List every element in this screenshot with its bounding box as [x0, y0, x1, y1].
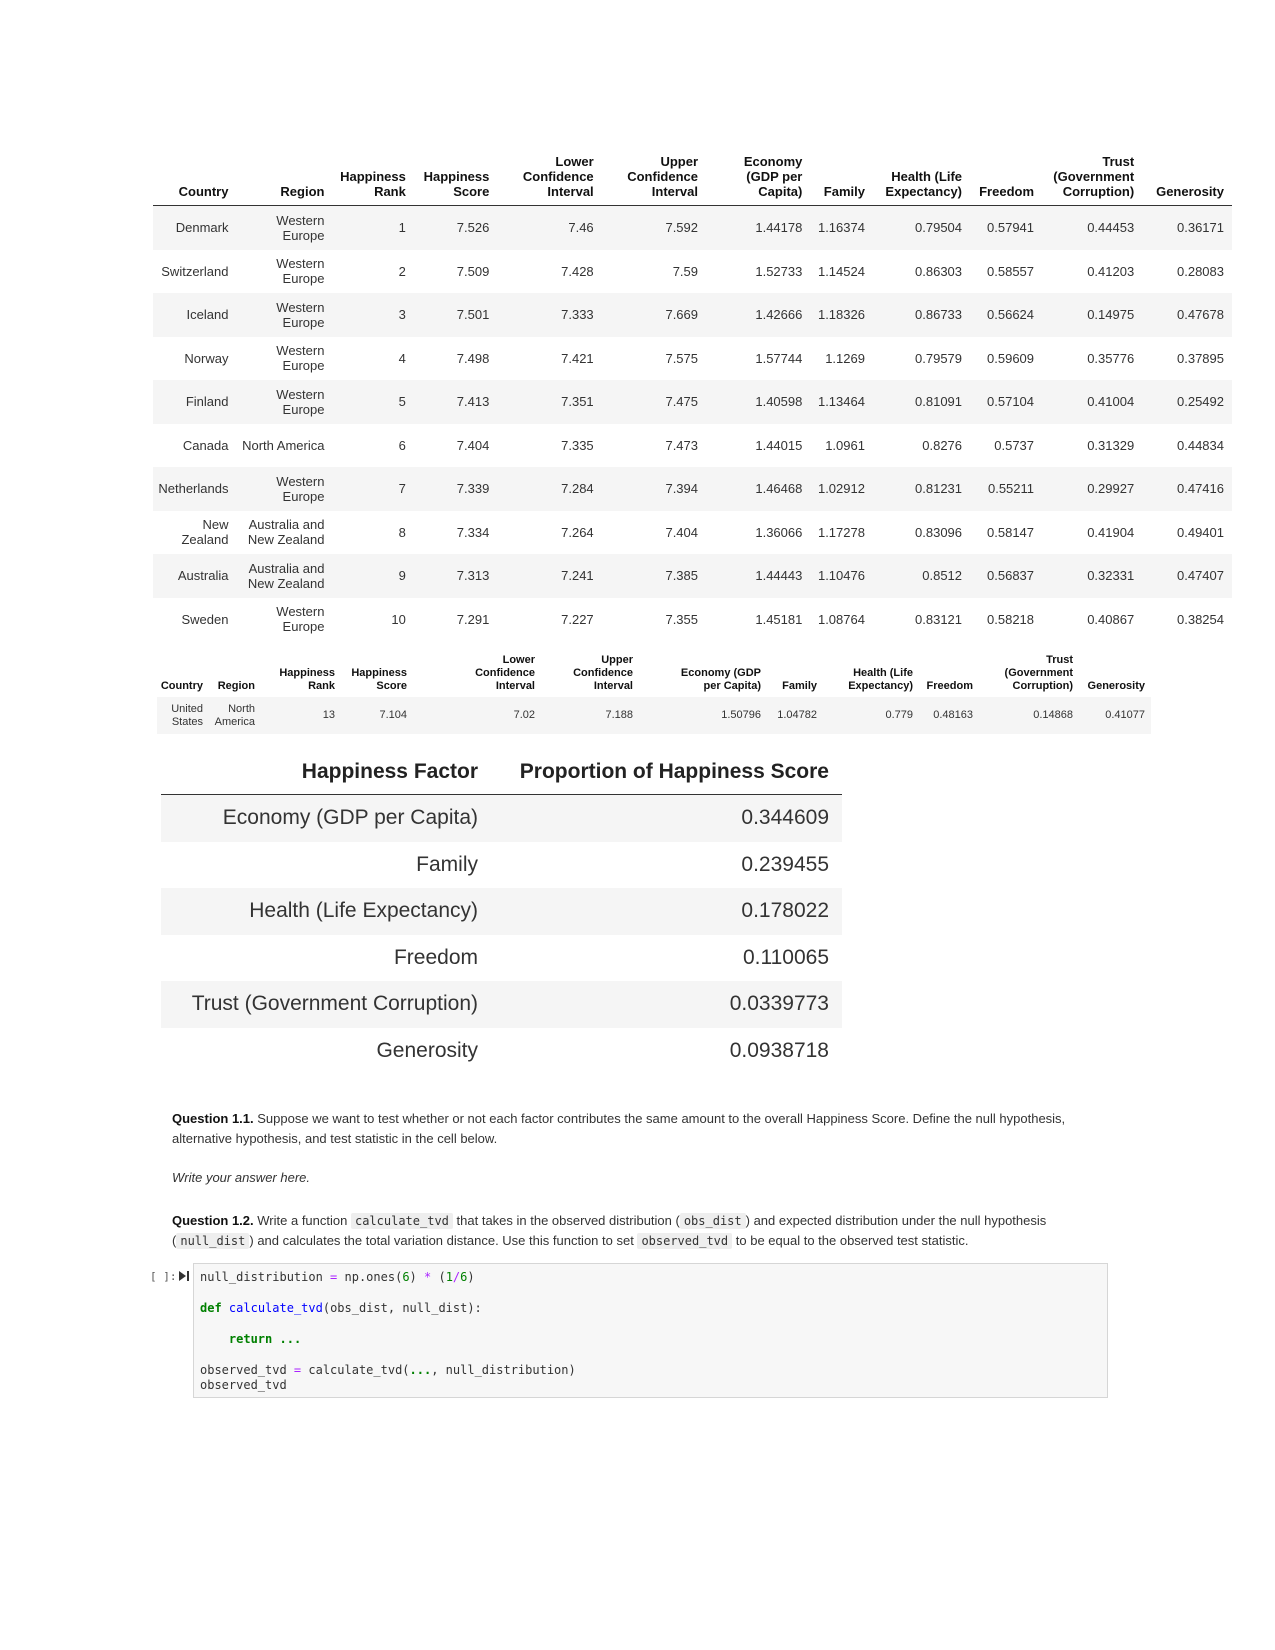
column-header-line: Lower — [502, 654, 535, 666]
table-cell: 7.339 — [414, 467, 497, 511]
table-cell: Western Europe — [276, 256, 325, 287]
column-header-line: Interval — [651, 184, 699, 199]
table-cell: 0.14868 — [979, 697, 1079, 734]
table-cell: 0.59609 — [987, 350, 1035, 366]
table-cell: 7.284 — [497, 467, 601, 511]
table-cell: 1.42666 — [706, 293, 810, 337]
column-header-line: Region — [280, 184, 325, 199]
column-header — [602, 148, 706, 206]
table-cell: 0.79579 — [915, 350, 963, 366]
table-row — [153, 293, 1232, 337]
column-header — [413, 649, 541, 697]
table-cell: 0.32331 — [1042, 554, 1142, 598]
table-cell: Western Europe — [236, 467, 332, 511]
column-header-line: Economy — [743, 154, 803, 169]
column-header — [541, 649, 639, 697]
code-cell-editor[interactable] — [193, 1263, 1108, 1398]
column-header-line: Happiness — [279, 667, 335, 679]
column-header-line: Happiness — [423, 169, 490, 184]
cell-prompt: [ ]: — [150, 1270, 177, 1283]
column-header-line: Expectancy) — [885, 184, 963, 199]
question-text: that takes in the observed distribution ( — [456, 1213, 680, 1228]
column-header — [153, 148, 236, 206]
table-cell: 8 — [398, 524, 406, 540]
column-header-line: (Government — [1053, 169, 1135, 184]
question-1-2 — [172, 1211, 1092, 1251]
table-cell: Economy (GDP per Capita) — [161, 795, 491, 842]
table-row — [153, 206, 1232, 250]
column-header-line: Economy (GDP — [680, 667, 761, 679]
table-cell: 4 — [398, 350, 406, 366]
column-header-line: Capita) — [758, 184, 803, 199]
column-header — [497, 148, 601, 206]
table-cell: 7.498 — [456, 350, 490, 366]
table-cell: 0.44834 — [1177, 437, 1224, 453]
table-cell: 0.8276 — [922, 437, 963, 453]
column-header-line: per Capita) — [703, 680, 761, 692]
table-cell: 7.413 — [414, 380, 497, 424]
table-cell: 0.38254 — [1177, 611, 1224, 627]
table-cell: Netherlands — [153, 467, 236, 511]
table-cell: Sweden — [181, 611, 229, 627]
table-cell: 1.18326 — [810, 293, 873, 337]
table-cell: 1.44178 — [706, 206, 810, 250]
table-header-row — [153, 148, 1232, 206]
table-cell: 7.385 — [602, 554, 706, 598]
column-header-line: Health (Life — [853, 667, 913, 679]
table-cell: Western Europe — [276, 343, 325, 374]
column-header-line: Region — [217, 680, 255, 692]
question-label: Question 1.1. — [172, 1111, 254, 1126]
table-cell: 0.41203 — [1087, 263, 1135, 279]
column-header-line: Confidence — [573, 667, 633, 679]
table-cell: Trust (Government Corruption) — [161, 981, 491, 1028]
column-header — [209, 649, 261, 697]
code-line: observed_tvd — [200, 1378, 287, 1392]
column-header — [979, 649, 1079, 697]
table-row — [153, 424, 1232, 468]
column-header — [639, 649, 767, 697]
table-cell: 7.59 — [672, 263, 699, 279]
table-cell: 0.83096 — [915, 524, 963, 540]
column-header-line: Corruption) — [1062, 184, 1135, 199]
column-header-line: Trust — [1102, 154, 1135, 169]
column-header-line: Expectancy) — [848, 680, 913, 692]
table-cell: United States — [157, 697, 209, 734]
table-cell: 7 — [332, 467, 413, 511]
table-cell: 10 — [391, 611, 406, 627]
answer-placeholder[interactable]: Write your answer here. — [172, 1170, 310, 1185]
column-header-line: Happiness — [351, 667, 407, 679]
table-cell: North America — [242, 437, 325, 453]
table-cell: Iceland — [153, 293, 236, 337]
table-cell: Western Europe — [236, 293, 332, 337]
table-cell: 7.421 — [561, 350, 594, 366]
table-cell: 0.14975 — [1042, 293, 1142, 337]
table-cell: North America — [209, 697, 261, 734]
table-cell: 0.83121 — [915, 611, 963, 627]
table-cell: 0.239455 — [741, 852, 829, 876]
table-cell: 0.40867 — [1087, 611, 1135, 627]
table-cell: 0.48163 — [919, 697, 979, 734]
table-cell: 0.47678 — [1142, 293, 1232, 337]
question-1-1 — [172, 1109, 1092, 1149]
table-cell: 1.1269 — [825, 350, 865, 366]
table-row — [161, 1028, 842, 1075]
table-cell: 0.25492 — [1142, 380, 1232, 424]
column-header — [261, 649, 341, 697]
table-cell: 1.02912 — [810, 467, 873, 511]
table-cell: 7.575 — [665, 350, 699, 366]
table-cell: 9 — [332, 554, 413, 598]
table-cell: 7.313 — [414, 554, 497, 598]
table-cell: 1.57744 — [755, 350, 803, 366]
table-cell: 1.50796 — [639, 697, 767, 734]
column-header-line: Lower — [555, 154, 594, 169]
table-cell: 0.779 — [823, 697, 919, 734]
inline-code: calculate_tvd — [351, 1213, 453, 1229]
table-cell: 7.669 — [602, 293, 706, 337]
table-cell: 0.86733 — [873, 293, 970, 337]
table-cell: 0.55211 — [970, 467, 1042, 511]
table-row — [161, 888, 842, 935]
table-cell: 7.526 — [414, 206, 497, 250]
inline-code: obs_dist — [680, 1213, 746, 1229]
table-cell: 7.241 — [497, 554, 601, 598]
table-row — [161, 981, 842, 1028]
table-cell: Western Europe — [276, 604, 325, 635]
column-header — [919, 649, 979, 697]
table-cell: 0.28083 — [1177, 263, 1224, 279]
question-text: ) and calculates the total variation distance. Use this function to set — [249, 1233, 634, 1248]
table-cell: 1.40598 — [706, 380, 810, 424]
table-cell: 0.35776 — [1087, 350, 1135, 366]
table-cell: 7.333 — [497, 293, 601, 337]
column-header: Proportion of Happiness Score — [491, 752, 842, 795]
table-cell: 1 — [332, 206, 413, 250]
table-cell: 1.10476 — [810, 554, 873, 598]
run-cell-icon[interactable] — [179, 1271, 186, 1281]
column-header-line: Corruption) — [1012, 680, 1073, 692]
table-cell: Australia — [153, 554, 236, 598]
table-cell: Switzerland — [161, 263, 229, 279]
table-cell: Family — [416, 852, 478, 876]
table-cell: 7.404 — [665, 524, 699, 540]
column-header-line: Score — [453, 184, 490, 199]
column-header-line: Rank — [374, 184, 406, 199]
table-cell: 7.509 — [456, 263, 490, 279]
table-cell: 1.0961 — [825, 437, 865, 453]
happiness-top10-table — [153, 148, 1232, 641]
table-cell: 6 — [398, 437, 406, 453]
table-cell: 7.291 — [456, 611, 490, 627]
table-cell: Western Europe — [236, 380, 332, 424]
table-cell: 7.473 — [665, 437, 699, 453]
table-cell: 3 — [332, 293, 413, 337]
column-header-line: Trust — [1046, 654, 1073, 666]
table-cell: Canada — [182, 437, 229, 453]
table-cell: 0.36171 — [1142, 206, 1232, 250]
table-cell: 0.41004 — [1042, 380, 1142, 424]
table-cell: 7.46 — [497, 206, 601, 250]
column-header-line: Generosity — [1087, 680, 1145, 692]
question-text: ) and expected distribution under the null hypothesis ( — [172, 1213, 1047, 1248]
column-header-line: Interval — [593, 680, 633, 692]
column-header-line: Interval — [547, 184, 594, 199]
column-header-line: Health (Life — [891, 169, 963, 184]
column-header-line: Family — [782, 680, 817, 692]
table-cell: 0.56624 — [970, 293, 1042, 337]
table-cell: 7.104 — [341, 697, 413, 734]
question-label: Question 1.2. — [172, 1213, 254, 1228]
column-header — [1079, 649, 1151, 697]
table-cell: 0.81231 — [873, 467, 970, 511]
table-cell: 0.81091 — [873, 380, 970, 424]
column-header-line: Confidence — [522, 169, 594, 184]
table-cell: Freedom — [393, 945, 478, 969]
table-cell: 0.47407 — [1142, 554, 1232, 598]
table-row — [153, 467, 1232, 511]
table-cell: 1.45181 — [755, 611, 803, 627]
table-row — [153, 380, 1232, 424]
table-row — [153, 511, 1232, 555]
table-cell: 7.188 — [541, 697, 639, 734]
column-header-line: (Government — [1004, 667, 1073, 679]
table-cell: 0.44453 — [1042, 206, 1142, 250]
table-row — [153, 337, 1232, 381]
column-header — [157, 649, 209, 697]
question-text: to be equal to the observed test statistic. — [735, 1233, 969, 1248]
column-header: Happiness Factor — [161, 752, 491, 795]
table-cell: Norway — [184, 350, 229, 366]
column-header-line: Score — [376, 680, 407, 692]
table-cell: 0.0339773 — [491, 981, 842, 1028]
question-text: Write a function — [257, 1213, 348, 1228]
column-header-line: (GDP per — [746, 169, 803, 184]
table-cell: Western Europe — [236, 206, 332, 250]
table-cell: 0.37895 — [1177, 350, 1224, 366]
table-cell: 0.49401 — [1177, 524, 1224, 540]
table-cell: Denmark — [153, 206, 236, 250]
table-row — [153, 554, 1232, 598]
run-cell-icon-bar — [187, 1271, 189, 1281]
table-cell: 0.57941 — [970, 206, 1042, 250]
table-cell: 1.08764 — [817, 611, 865, 627]
table-cell: 7.501 — [414, 293, 497, 337]
column-header-line: Confidence — [627, 169, 699, 184]
column-header-line: Interval — [495, 680, 535, 692]
table-cell: 1.16374 — [810, 206, 873, 250]
table-cell: 1.44015 — [755, 437, 803, 453]
code-line: null_distribution = np.ones(6) * (1/6) — [200, 1270, 475, 1284]
table-cell: 0.47416 — [1142, 467, 1232, 511]
column-header — [332, 148, 413, 206]
table-cell: 7.264 — [561, 524, 594, 540]
table-cell: New Zealand — [181, 517, 229, 548]
table-header-row — [161, 752, 842, 795]
table-cell: 0.58557 — [987, 263, 1035, 279]
table-cell: 0.58218 — [987, 611, 1035, 627]
table-cell: Health (Life Expectancy) — [161, 888, 491, 935]
table-cell: 7.592 — [602, 206, 706, 250]
column-header — [236, 148, 332, 206]
column-header — [767, 649, 823, 697]
inline-code: null_dist — [176, 1233, 249, 1249]
table-cell: 0.41077 — [1079, 697, 1151, 734]
code-line: return ... — [228, 1332, 302, 1346]
table-cell: 0.110065 — [742, 945, 829, 969]
table-cell: 7.355 — [665, 611, 699, 627]
question-text: Suppose we want to test whether or not each factor contributes the same amount to the overall Happiness Score. Define the null hypothesis, alternative hypothesis, and test statistic in the cell below. — [172, 1111, 1066, 1146]
table-row — [157, 697, 1151, 734]
table-cell: 0.0938718 — [729, 1038, 829, 1062]
code-line: observed_tvd = calculate_tvd(..., null_distribution) — [200, 1363, 576, 1377]
table-cell: 0.344609 — [491, 795, 842, 842]
column-header — [873, 148, 970, 206]
column-header-line: Happiness — [340, 169, 406, 184]
table-cell: 1.14524 — [817, 263, 865, 279]
table-cell: 7.334 — [456, 524, 490, 540]
column-header — [810, 148, 873, 206]
table-cell: 13 — [261, 697, 341, 734]
column-header-line: Freedom — [979, 184, 1035, 199]
table-cell: 1.04782 — [767, 697, 823, 734]
table-cell: Generosity — [376, 1038, 478, 1062]
table-cell: 1.52733 — [755, 263, 803, 279]
code-line: def calculate_tvd(obs_dist, null_dist): — [200, 1301, 482, 1315]
table-cell: 5 — [332, 380, 413, 424]
column-header — [414, 148, 497, 206]
column-header-line: Generosity — [1156, 184, 1224, 199]
table-row — [153, 598, 1232, 642]
table-cell: 7.428 — [561, 263, 594, 279]
table-cell: 0.31329 — [1087, 437, 1135, 453]
table-cell: 0.79504 — [873, 206, 970, 250]
column-header-line: Upper — [660, 154, 699, 169]
table-row — [153, 250, 1232, 294]
table-cell: 7.335 — [561, 437, 594, 453]
column-header — [706, 148, 810, 206]
column-header — [823, 649, 919, 697]
table-cell: 7.02 — [413, 697, 541, 734]
column-header-line: Upper — [601, 654, 633, 666]
table-cell: 7.475 — [602, 380, 706, 424]
table-cell: Finland — [153, 380, 236, 424]
table-cell: 1.36066 — [755, 524, 803, 540]
table-cell: 1.46468 — [706, 467, 810, 511]
table-cell: 7.351 — [497, 380, 601, 424]
table-cell: 1.13464 — [810, 380, 873, 424]
table-row — [161, 842, 842, 889]
column-header — [1042, 148, 1142, 206]
table-cell: 1.17278 — [817, 524, 865, 540]
table-cell: 0.56837 — [970, 554, 1042, 598]
table-cell: 0.41904 — [1087, 524, 1135, 540]
table-cell: 0.178022 — [491, 888, 842, 935]
table-row — [161, 935, 842, 982]
table-cell: 7.404 — [456, 437, 490, 453]
column-header-line: Family — [823, 184, 865, 199]
table-cell: Australia and New Zealand — [236, 554, 332, 598]
table-cell: 0.8512 — [873, 554, 970, 598]
column-header-line: Rank — [308, 680, 335, 692]
table-cell: 0.86303 — [915, 263, 963, 279]
column-header — [1142, 148, 1232, 206]
table-cell: 0.5737 — [994, 437, 1035, 453]
table-cell: 7.227 — [561, 611, 594, 627]
table-header-row — [157, 649, 1151, 697]
column-header-line: Country — [160, 680, 203, 692]
table-row — [161, 795, 842, 842]
column-header — [970, 148, 1042, 206]
column-header — [341, 649, 413, 697]
table-cell: 0.58147 — [987, 524, 1035, 540]
table-cell: Australia and New Zealand — [247, 517, 325, 548]
inline-code: observed_tvd — [637, 1233, 732, 1249]
united-states-table — [157, 649, 1151, 734]
table-cell: 7.394 — [602, 467, 706, 511]
table-cell: 2 — [398, 263, 406, 279]
table-cell: 1.44443 — [706, 554, 810, 598]
column-header-line: Freedom — [926, 680, 973, 692]
table-cell: 0.57104 — [970, 380, 1042, 424]
column-header-line: Confidence — [475, 667, 535, 679]
table-cell: 0.29927 — [1042, 467, 1142, 511]
column-header-line: Country — [178, 184, 229, 199]
happiness-factor-proportions-table — [161, 752, 842, 1074]
